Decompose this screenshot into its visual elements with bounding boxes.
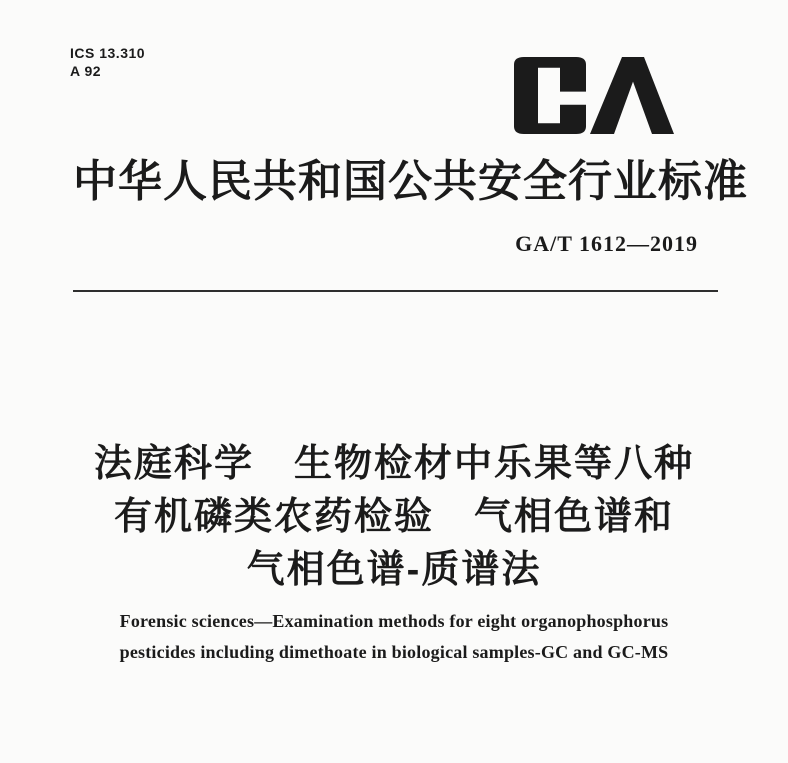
ics-block (70, 44, 145, 80)
title-cn-line-2: 有机磷类农药检验 气相色谱和 (113, 496, 674, 538)
standard-category-title: 中华人民共和国公共安全行业标准 (73, 157, 748, 206)
standard-number: GA/T 1612—2019 (515, 231, 698, 256)
horizontal-rule (73, 290, 718, 292)
document-title-en (0, 606, 788, 668)
title-en-line-1: Forensic sciences—Examination methods for eight organophosphorus (119, 611, 669, 631)
title-cn-line-3: 气相色谱-质谱法 (246, 549, 542, 591)
ga-logo (514, 57, 674, 134)
title-en-line-2: pesticides including dimethoate in biological samples-GC and GC-MS (119, 642, 669, 662)
title-cn-line-1: 法庭科学 生物检材中乐果等八种 (93, 443, 694, 485)
classification-code: A 92 (70, 63, 102, 79)
document-title-cn (0, 438, 788, 597)
letter-a-glyph (590, 57, 674, 134)
ics-code: ICS 13.310 (70, 45, 146, 61)
letter-g-glyph (514, 57, 586, 134)
